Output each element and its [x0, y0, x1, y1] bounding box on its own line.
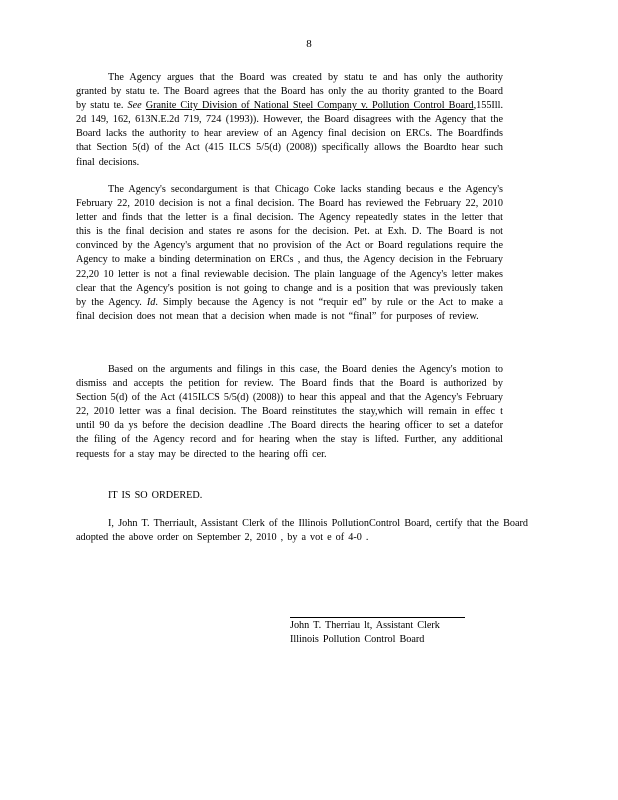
- paragraph-ruling: [76, 363, 503, 462]
- order-statement: IT IS SO ORDERED.: [108, 490, 203, 501]
- paragraph-agency-authority: [76, 71, 503, 170]
- paragraph-text: . Simply because the Agency is not “requir ed” by rule or the Act to make a final decision does not mean that a decision when made is not “final” for purposes of review.: [76, 296, 503, 322]
- paragraph-text: ,155Ill. 2d 149, 162, 613N.E.2d 719, 724 (1993)). However, the Board disagrees with the Agency that the Board lacks the authority to hear areview of an Agency final decision on ERCs. The Boardfinds that Section 5(d) of the Act (415 ILCS 5/5(d) (2008)) specifically allows the Boardto hear such final decisions.: [76, 100, 504, 168]
- clerk-certification: [76, 517, 528, 545]
- citation-signal: See: [127, 100, 142, 112]
- paragraph-text: The Agency argues that the Board was created by statu te and has only the authority granted by statu te. The Board agrees that the Board has only the au thority granted to the Board by statu te.: [76, 72, 503, 112]
- paragraph-standing-argument: [76, 183, 503, 324]
- paragraph-text: The Agency's secondargument is that Chicago Coke lacks standing becaus e the Agency's February 22, 2010 decision is not a final decision. The Board has reviewed the February 22, 2010 letter and finds that the letter is a final decision. The Agency repeatedly states in the letter that this is the final decision and states re asons for the decision. Pet. at Exh. D. The Board is not convinced by the Agency's argument that no provision of the Act or Board regulations require the Agency to make a binding determination on ERCs , and thus, the Agency decision in the February 22,20 10 letter is not a final reviewable decision. The plain language of the Agency's letter makes clear that the Agency's position is not going to change and is a position that was previously taken by the Agency.: [76, 184, 503, 308]
- signature-block: [290, 619, 440, 646]
- signer-organization: Illinois Pollution Control Board: [290, 633, 425, 645]
- page-number: 8: [306, 38, 312, 50]
- signer-name: John T. Therriau lt, Assistant Clerk: [290, 620, 440, 631]
- paragraph-text: Based on the arguments and filings in this case, the Board denies the Agency's motion to dismiss and accepts the petition for review. The Board finds that the Board is authorized by Section 5(d) of the Act (415ILCS 5/5(d) (2008)) to hear this appeal and that the Agency's February 22, 2010 letter was a final decision. The Board reinstitutes the stay,which will remain in effec t until 90 da ys before the decision deadline .The Board directs the hearing officer to set a datefor the filing of the Agency record and for hearing when the stay is lifted. Further, any additional requests for a stay may be directed to the hearing offi cer.: [76, 364, 503, 460]
- case-citation: Granite City Division of National Steel Company v. Pollution Control Board: [145, 100, 474, 112]
- certification-text: I, John T. Therriault, Assistant Clerk of the Illinois PollutionControl Board, certify that the Board adopted the above order on September 2, 2010 , by a vot e of 4-0 .: [76, 518, 528, 544]
- signature-line: [290, 617, 465, 618]
- citation-signal: Id: [146, 296, 156, 308]
